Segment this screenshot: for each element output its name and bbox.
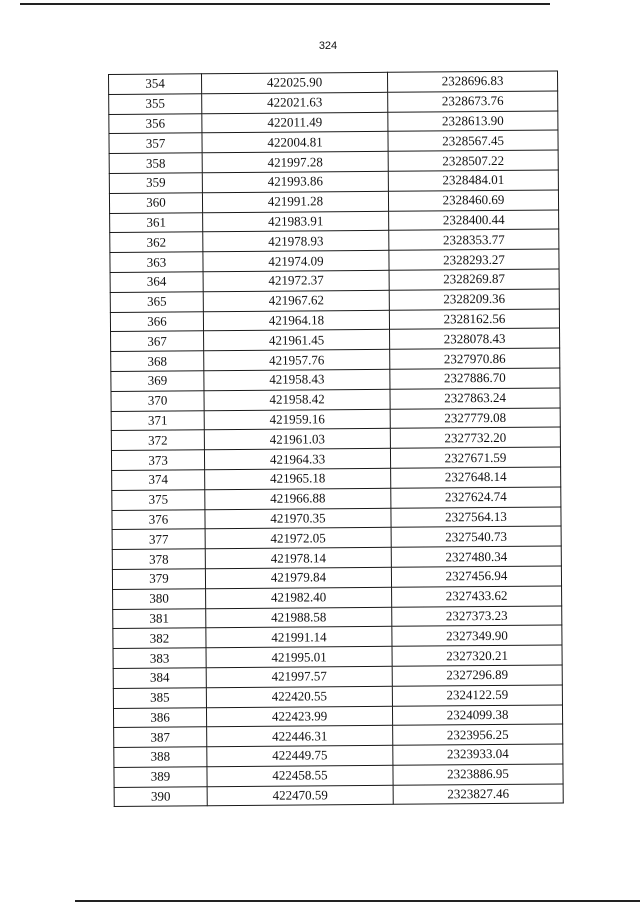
x-coordinate-cell: 421961.03 [204, 429, 390, 450]
x-coordinate-cell: 422025.90 [202, 72, 388, 93]
y-coordinate-cell: 2328673.76 [388, 91, 558, 112]
x-coordinate-cell: 422011.49 [202, 112, 388, 133]
x-coordinate-cell: 421978.93 [203, 231, 389, 252]
x-coordinate-cell: 422470.59 [207, 785, 393, 806]
x-coordinate-cell: 421983.91 [203, 211, 389, 232]
x-coordinate-cell: 421972.05 [205, 528, 391, 549]
point-number-cell: 361 [110, 212, 203, 233]
point-number-cell: 387 [114, 727, 207, 748]
x-coordinate-cell: 421965.18 [205, 468, 391, 489]
page-top-edge-line [20, 3, 550, 5]
x-coordinate-cell: 421967.62 [203, 290, 389, 311]
x-coordinate-cell: 421970.35 [205, 508, 391, 529]
point-number-cell: 379 [112, 569, 205, 590]
page-bottom-edge-line [75, 900, 640, 902]
x-coordinate-cell: 421974.09 [203, 250, 389, 271]
y-coordinate-cell: 2323956.25 [393, 724, 563, 745]
x-coordinate-cell: 421997.57 [206, 666, 392, 687]
y-coordinate-cell: 2327433.62 [392, 586, 562, 607]
x-coordinate-cell: 421982.40 [206, 587, 392, 608]
y-coordinate-cell: 2328269.87 [389, 269, 559, 290]
point-number-cell: 354 [109, 74, 202, 95]
y-coordinate-cell: 2323827.46 [393, 784, 563, 805]
point-number-cell: 369 [111, 371, 204, 392]
point-number-cell: 372 [111, 430, 204, 451]
y-coordinate-cell: 2328162.56 [389, 309, 559, 330]
point-number-cell: 366 [110, 311, 203, 332]
y-coordinate-cell: 2327456.94 [391, 566, 561, 587]
y-coordinate-cell: 2327480.34 [391, 546, 561, 567]
x-coordinate-cell: 422420.55 [206, 686, 392, 707]
point-number-cell: 365 [110, 292, 203, 313]
x-coordinate-cell: 421958.43 [204, 369, 390, 390]
point-number-cell: 373 [111, 450, 204, 471]
point-number-cell: 385 [113, 687, 206, 708]
point-number-cell: 388 [114, 747, 207, 768]
x-coordinate-cell: 421959.16 [204, 409, 390, 430]
coordinate-table-container [108, 70, 563, 807]
x-coordinate-cell: 421961.45 [204, 330, 390, 351]
x-coordinate-cell: 421972.37 [203, 270, 389, 291]
y-coordinate-cell: 2327779.08 [390, 408, 560, 429]
y-coordinate-cell: 2328353.77 [389, 229, 559, 250]
x-coordinate-cell: 422423.99 [206, 706, 392, 727]
point-number-cell: 356 [109, 113, 202, 134]
point-number-cell: 370 [111, 391, 204, 412]
point-number-cell: 363 [110, 252, 203, 273]
y-coordinate-cell: 2327863.24 [390, 388, 560, 409]
x-coordinate-cell: 421978.14 [205, 547, 391, 568]
x-coordinate-cell: 421966.88 [205, 488, 391, 509]
point-number-cell: 367 [111, 331, 204, 352]
point-number-cell: 371 [111, 410, 204, 431]
coordinate-table-body [109, 71, 564, 807]
y-coordinate-cell: 2327564.13 [391, 506, 561, 527]
point-number-cell: 364 [110, 272, 203, 293]
x-coordinate-cell: 421991.14 [206, 627, 392, 648]
x-coordinate-cell: 421997.28 [202, 151, 388, 172]
x-coordinate-cell: 421958.42 [204, 389, 390, 410]
y-coordinate-cell: 2328078.43 [390, 328, 560, 349]
y-coordinate-cell: 2327886.70 [390, 368, 560, 389]
y-coordinate-cell: 2328460.69 [388, 190, 558, 211]
y-coordinate-cell: 2327320.21 [392, 645, 562, 666]
point-number-cell: 380 [113, 588, 206, 609]
y-coordinate-cell: 2328293.27 [389, 249, 559, 270]
x-coordinate-cell: 421991.28 [202, 191, 388, 212]
y-coordinate-cell: 2328567.45 [388, 130, 558, 151]
point-number-cell: 384 [113, 668, 206, 689]
point-number-cell: 378 [112, 549, 205, 570]
y-coordinate-cell: 2323933.04 [393, 744, 563, 765]
y-coordinate-cell: 2328209.36 [389, 289, 559, 310]
y-coordinate-cell: 2327624.74 [391, 487, 561, 508]
point-number-cell: 382 [113, 628, 206, 649]
y-coordinate-cell: 2328484.01 [388, 170, 558, 191]
y-coordinate-cell: 2327648.14 [391, 467, 561, 488]
x-coordinate-cell: 422458.55 [207, 765, 393, 786]
point-number-cell: 375 [112, 489, 205, 510]
point-number-cell: 386 [113, 707, 206, 728]
y-coordinate-cell: 2328507.22 [388, 150, 558, 171]
x-coordinate-cell: 422004.81 [202, 132, 388, 153]
point-number-cell: 355 [109, 94, 202, 115]
x-coordinate-cell: 421957.76 [204, 349, 390, 370]
point-number-cell: 368 [111, 351, 204, 372]
x-coordinate-cell: 421993.86 [202, 171, 388, 192]
y-coordinate-cell: 2327732.20 [390, 427, 560, 448]
point-number-cell: 359 [109, 173, 202, 194]
y-coordinate-cell: 2327296.89 [392, 665, 562, 686]
y-coordinate-cell: 2324122.59 [392, 685, 562, 706]
point-number-cell: 374 [112, 470, 205, 491]
y-coordinate-cell: 2327540.73 [391, 526, 561, 547]
point-number-cell: 360 [109, 193, 202, 214]
y-coordinate-cell: 2328613.90 [388, 111, 558, 132]
y-coordinate-cell: 2324099.38 [392, 704, 562, 725]
point-number-cell: 376 [112, 509, 205, 530]
x-coordinate-cell: 422021.63 [202, 92, 388, 113]
x-coordinate-cell: 422449.75 [207, 745, 393, 766]
point-number-cell: 357 [109, 133, 202, 154]
x-coordinate-cell: 421979.84 [205, 567, 391, 588]
x-coordinate-cell: 421964.18 [203, 310, 389, 331]
y-coordinate-cell: 2328400.44 [389, 210, 559, 231]
y-coordinate-cell: 2323886.95 [393, 764, 563, 785]
point-number-cell: 389 [114, 767, 207, 788]
point-number-cell: 377 [112, 529, 205, 550]
x-coordinate-cell: 421988.58 [206, 607, 392, 628]
point-number-cell: 358 [109, 153, 202, 174]
y-coordinate-cell: 2327373.23 [392, 605, 562, 626]
y-coordinate-cell: 2327671.59 [390, 447, 560, 468]
y-coordinate-cell: 2328696.83 [387, 71, 557, 92]
y-coordinate-cell: 2327970.86 [390, 348, 560, 369]
point-number-cell: 362 [110, 232, 203, 253]
x-coordinate-cell: 421995.01 [206, 646, 392, 667]
x-coordinate-cell: 422446.31 [207, 726, 393, 747]
point-number-cell: 383 [113, 648, 206, 669]
table-row [114, 784, 563, 807]
point-number-cell: 381 [113, 608, 206, 629]
coordinate-table [108, 70, 564, 807]
point-number-cell: 390 [114, 786, 207, 807]
page-number: 324 [318, 40, 338, 52]
y-coordinate-cell: 2327349.90 [392, 625, 562, 646]
x-coordinate-cell: 421964.33 [204, 448, 390, 469]
